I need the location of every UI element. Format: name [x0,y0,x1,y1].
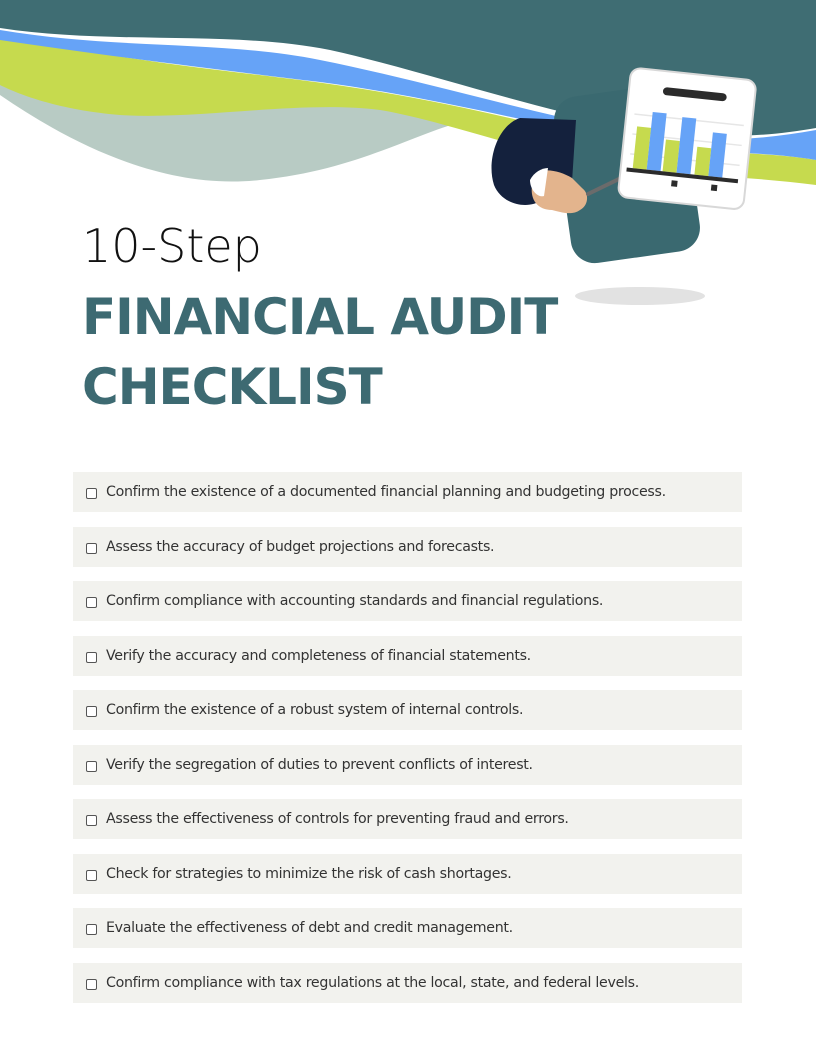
title-step: 10-Step [82,219,262,273]
checkbox[interactable] [86,652,97,663]
checklist-item-text: Confirm the existence of a robust system of internal controls. [106,702,524,718]
checklist-item-text: Assess the accuracy of budget projections and forecasts. [106,538,495,555]
checkbox[interactable] [86,543,97,554]
checklist-item [73,690,742,730]
checkbox[interactable] [86,979,97,990]
checklist-item [73,745,742,785]
checklist-item [73,527,742,567]
checkbox[interactable] [86,815,97,826]
checklist-item-text: Check for strategies to minimize the risk of cash shortages. [106,865,512,882]
checklist-item [73,908,742,948]
checklist-item [73,963,742,1003]
checklist-item [73,636,742,676]
checkbox[interactable] [86,488,97,499]
title-line-financial-audit: FINANCIAL AUDIT [82,288,558,346]
checklist-item [73,581,742,621]
checklist-item-text: Evaluate the effectiveness of debt and credit management. [106,920,513,936]
checkbox[interactable] [86,870,97,881]
checklist-item-text: Confirm compliance with tax regulations at the local, state, and federal levels. [106,974,639,991]
checkbox[interactable] [86,706,97,717]
title-main [82,282,557,422]
checkbox[interactable] [86,761,97,772]
checkbox[interactable] [86,924,97,935]
checkbox[interactable] [86,597,97,608]
checklist-item [73,854,742,894]
checklist-item-text: Confirm compliance with accounting standards and financial regulations. [106,593,604,609]
checklist-item-text: Confirm the existence of a documented financial planning and budgeting process. [106,484,666,500]
title-block [82,218,557,422]
checklist-item [73,472,742,512]
checklist-item-text: Verify the accuracy and completeness of financial statements. [106,647,531,664]
checklist-item [73,799,742,839]
checklist-item-text: Verify the segregation of duties to prevent conflicts of interest. [106,756,533,773]
checklist [73,472,742,1017]
checklist-item-text: Assess the effectiveness of controls for preventing fraud and errors. [106,811,569,827]
title-line-checklist: CHECKLIST [82,358,382,416]
